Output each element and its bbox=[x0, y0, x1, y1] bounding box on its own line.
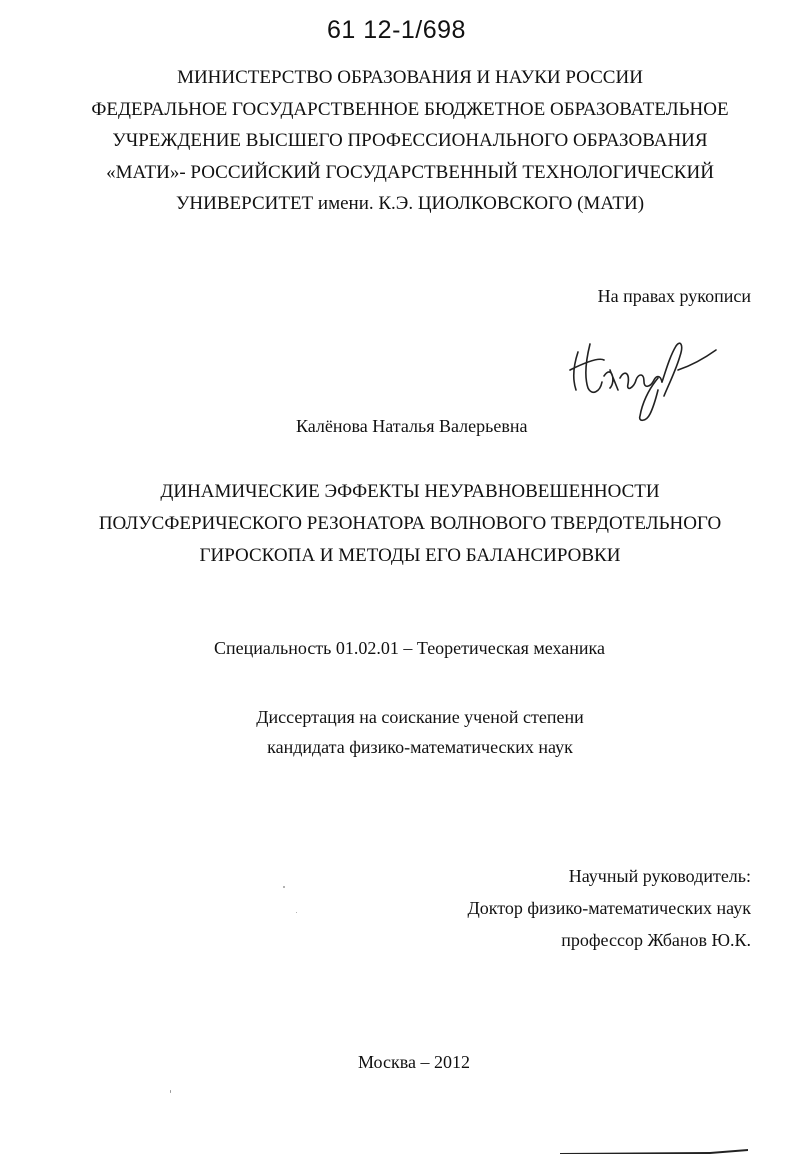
author-name: Калёнова Наталья Валерьевна bbox=[296, 416, 528, 436]
archive-stamp-number: 61 12-1/698 bbox=[327, 16, 466, 44]
supervisor-block bbox=[467, 860, 751, 956]
handwritten-signature bbox=[560, 330, 730, 430]
institution-line: УЧРЕЖДЕНИЕ ВЫСШЕГО ПРОФЕССИОНАЛЬНОГО ОБРАЗОВАНИЯ bbox=[112, 130, 708, 151]
institution-line: ФЕДЕРАЛЬНОЕ ГОСУДАРСТВЕННОЕ БЮДЖЕТНОЕ ОБРАЗОВАТЕЛЬНОЕ bbox=[91, 98, 729, 120]
title-line: ПОЛУСФЕРИЧЕСКОГО РЕЗОНАТОРА ВОЛНОВОГО ТВЕРДОТЕЛЬНОГО bbox=[98, 513, 722, 534]
dissertation-title bbox=[0, 476, 793, 572]
institution-line: МИНИСТЕРСТВО ОБРАЗОВАНИЯ И НАУКИ РОССИИ bbox=[177, 67, 643, 88]
title-line: ГИРОСКОПА И МЕТОДЫ ЕГО БАЛАНСИРОВКИ bbox=[199, 545, 621, 566]
degree-line: кандидата физико-математических наук bbox=[267, 737, 573, 757]
city-year: Москва – 2012 bbox=[358, 1052, 470, 1072]
scan-speck bbox=[296, 912, 297, 913]
institution-line: УНИВЕРСИТЕТ имени. К.Э. ЦИОЛКОВСКОГО (МАТИ) bbox=[175, 193, 645, 214]
supervisor-name: профессор Жбанов Ю.К. bbox=[561, 930, 751, 950]
degree-statement bbox=[0, 702, 793, 762]
specialty-line: Специальность 01.02.01 – Теоретическая механика bbox=[214, 638, 606, 658]
degree-line: Диссертация на соискание ученой степени bbox=[256, 707, 584, 727]
institution-header bbox=[0, 62, 793, 220]
manuscript-rights-note: На правах рукописи bbox=[597, 286, 751, 306]
institution-line: «МАТИ»- РОССИЙСКИЙ ГОСУДАРСТВЕННЫЙ ТЕХНОЛОГИЧЕСКИЙ bbox=[106, 161, 714, 183]
supervisor-label: Научный руководитель: bbox=[568, 866, 751, 886]
title-line: ДИНАМИЧЕСКИЕ ЭФФЕКТЫ НЕУРАВНОВЕШЕННОСТИ bbox=[160, 481, 660, 502]
scan-speck bbox=[170, 1090, 171, 1093]
scan-artifact-line bbox=[560, 1146, 750, 1156]
supervisor-degree: Доктор физико-математических наук bbox=[467, 898, 751, 918]
scan-speck bbox=[283, 886, 285, 888]
